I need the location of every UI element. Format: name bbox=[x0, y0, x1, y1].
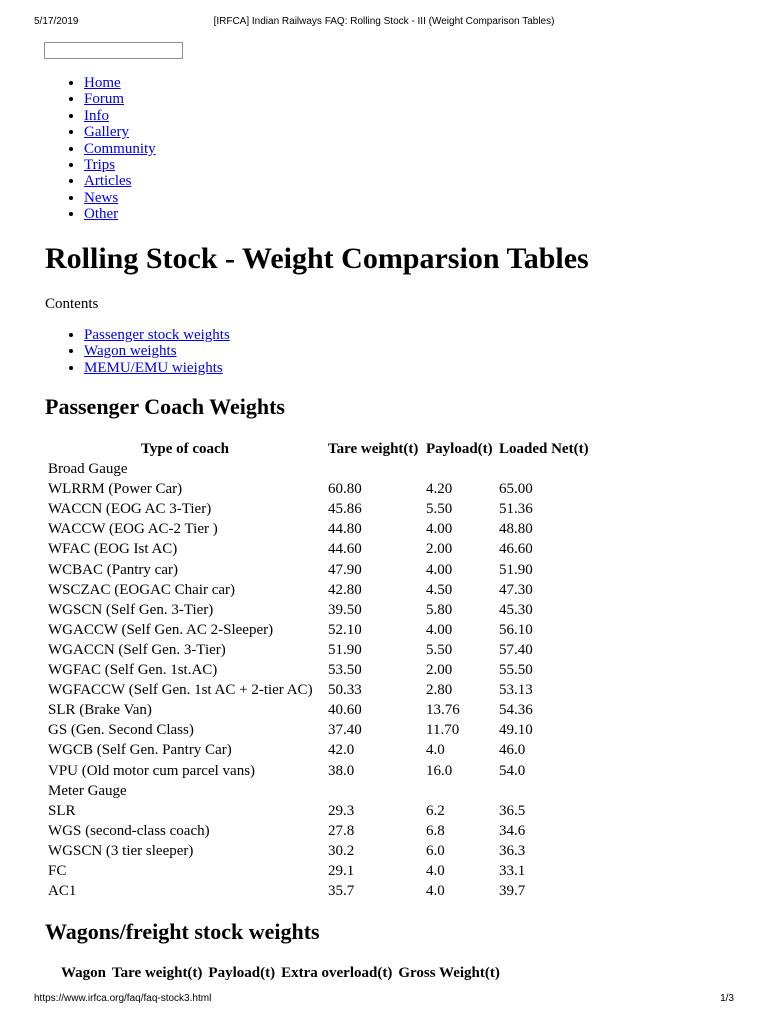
table-cell: 40.60 bbox=[328, 702, 362, 719]
table-cell: WFAC (EOG Ist AC) bbox=[48, 541, 178, 558]
table-cell: FC bbox=[48, 862, 67, 879]
table-cell: 37.40 bbox=[328, 722, 362, 739]
nav-link-trips[interactable]: Trips bbox=[84, 157, 116, 174]
table-cell: WGCB (Self Gen. Pantry Car) bbox=[48, 742, 232, 759]
table-cell: 30.2 bbox=[328, 842, 355, 859]
nav-link-home[interactable]: Home bbox=[84, 75, 121, 91]
print-url: https://www.irfca.org/faq/faq-stock3.html bbox=[34, 993, 212, 1004]
table-cell: 36.5 bbox=[499, 802, 526, 819]
table-cell: 2.80 bbox=[426, 682, 453, 699]
main-nav bbox=[44, 75, 156, 223]
contents-label: Contents bbox=[45, 296, 99, 312]
search-input[interactable] bbox=[44, 42, 183, 59]
table-row bbox=[45, 560, 594, 580]
table-cell: 57.40 bbox=[499, 641, 533, 658]
table-cell: WACCW (EOG AC-2 Tier ) bbox=[48, 521, 218, 538]
wagon-weights-table bbox=[58, 963, 503, 983]
print-page-number: 1/3 bbox=[720, 993, 734, 1004]
table-cell: 11.70 bbox=[426, 722, 460, 739]
table-row bbox=[45, 580, 594, 600]
nav-item bbox=[84, 75, 156, 91]
table-cell: 55.50 bbox=[499, 662, 533, 679]
column-header: Tare weight(t) bbox=[112, 965, 203, 981]
table-cell: 47.30 bbox=[499, 581, 533, 598]
table-cell: 53.13 bbox=[499, 682, 533, 699]
table-row bbox=[45, 620, 594, 640]
table-cell: 34.6 bbox=[499, 822, 526, 839]
table-cell: 2.00 bbox=[426, 662, 453, 679]
table-cell: 39.7 bbox=[499, 883, 526, 900]
table-cell: 4.0 bbox=[426, 742, 445, 759]
table-cell bbox=[496, 781, 594, 801]
table-row bbox=[45, 459, 594, 479]
nav-item bbox=[84, 206, 156, 222]
toc-link-passenger-stock-weights[interactable]: Passenger stock weights bbox=[84, 327, 230, 343]
table-cell: 49.10 bbox=[499, 722, 533, 739]
table-cell: 54.0 bbox=[499, 762, 526, 779]
column-header: Tare weight(t) bbox=[328, 441, 419, 457]
nav-item bbox=[84, 173, 156, 189]
table-cell: 35.7 bbox=[328, 883, 355, 900]
column-header: Payload(t) bbox=[426, 441, 493, 457]
table-cell: 4.00 bbox=[426, 561, 453, 578]
table-cell: 51.90 bbox=[499, 561, 533, 578]
table-cell: 2.00 bbox=[426, 541, 453, 558]
table-cell: 6.0 bbox=[426, 842, 445, 859]
table-cell: WGACCW (Self Gen. AC 2-Sleeper) bbox=[48, 621, 274, 638]
table-cell: 45.86 bbox=[328, 501, 362, 518]
toc-item bbox=[84, 360, 230, 376]
table-row bbox=[45, 781, 594, 801]
table-cell bbox=[325, 459, 423, 479]
column-header: Loaded Net(t) bbox=[499, 441, 589, 457]
table-cell: WACCN (EOG AC 3-Tier) bbox=[48, 501, 212, 518]
table-cell: 52.10 bbox=[328, 621, 362, 638]
table-cell: WLRRM (Power Car) bbox=[48, 481, 183, 498]
nav-item bbox=[84, 157, 156, 173]
table-cell: 54.36 bbox=[499, 702, 533, 719]
nav-link-community[interactable]: Community bbox=[84, 140, 156, 157]
table-cell bbox=[423, 459, 496, 479]
table-cell: Meter Gauge bbox=[48, 782, 127, 799]
nav-link-other[interactable]: Other bbox=[84, 206, 119, 223]
toc-item bbox=[84, 327, 230, 343]
table-row bbox=[45, 861, 594, 881]
table-cell: WGACCN (Self Gen. 3-Tier) bbox=[48, 641, 226, 658]
table-cell: WGFACCW (Self Gen. 1st AC + 2-tier AC) bbox=[48, 682, 313, 699]
table-cell bbox=[325, 781, 423, 801]
nav-item bbox=[84, 91, 156, 107]
table-cell: 42.80 bbox=[328, 581, 362, 598]
table-cell: 45.30 bbox=[499, 601, 533, 618]
table-cell: 4.0 bbox=[426, 883, 445, 900]
table-row bbox=[45, 761, 594, 781]
table-cell: 6.2 bbox=[426, 802, 445, 819]
table-cell: 27.8 bbox=[328, 822, 355, 839]
table-cell: 47.90 bbox=[328, 561, 362, 578]
column-header: Extra overload(t) bbox=[281, 965, 393, 981]
table-cell: 46.0 bbox=[499, 742, 526, 759]
print-footer bbox=[0, 993, 768, 1009]
table-cell: 29.1 bbox=[328, 862, 355, 879]
table-row bbox=[45, 740, 594, 760]
table-cell: 29.3 bbox=[328, 802, 355, 819]
nav-link-news[interactable]: News bbox=[84, 189, 119, 206]
table-row bbox=[45, 479, 594, 499]
table-cell: 4.20 bbox=[426, 481, 453, 498]
print-doc-title: [IRFCA] Indian Railways FAQ: Rolling Stock - III (Weight Comparison Tables) bbox=[213, 16, 555, 27]
table-cell: WCBAC (Pantry car) bbox=[48, 561, 178, 578]
nav-item bbox=[84, 190, 156, 206]
table-cell: WGSCN (Self Gen. 3-Tier) bbox=[48, 601, 214, 618]
nav-link-forum[interactable]: Forum bbox=[84, 91, 125, 108]
wagons-section-title: Wagons/freight stock weights bbox=[45, 919, 320, 944]
toc-item bbox=[84, 343, 230, 359]
page-title: Rolling Stock - Weight Comparsion Tables bbox=[45, 242, 589, 275]
table-cell: VPU (Old motor cum parcel vans) bbox=[48, 762, 256, 779]
table-row bbox=[45, 640, 594, 660]
table-row bbox=[45, 660, 594, 680]
table-row bbox=[45, 821, 594, 841]
table-cell: GS (Gen. Second Class) bbox=[48, 722, 194, 739]
passenger-section-title: Passenger Coach Weights bbox=[45, 394, 285, 419]
table-row bbox=[45, 680, 594, 700]
column-header: Payload(t) bbox=[208, 965, 276, 981]
table-cell: SLR bbox=[48, 802, 76, 819]
table-cell: 33.1 bbox=[499, 862, 526, 879]
table-cell: 65.00 bbox=[499, 481, 533, 498]
table-cell: 6.8 bbox=[426, 822, 445, 839]
column-header: Type of coach bbox=[140, 441, 230, 457]
nav-item bbox=[84, 141, 156, 157]
table-cell: 48.80 bbox=[499, 521, 533, 538]
table-cell: 60.80 bbox=[328, 481, 362, 498]
table-cell: 5.50 bbox=[426, 641, 453, 658]
nav-item bbox=[84, 124, 156, 140]
nav-link-articles[interactable]: Articles bbox=[84, 173, 132, 190]
nav-item bbox=[84, 108, 156, 124]
column-header: Gross Weight(t) bbox=[398, 965, 500, 981]
table-cell: 5.50 bbox=[426, 501, 453, 518]
table-row bbox=[45, 700, 594, 720]
table-cell: WSCZAC (EOGAC Chair car) bbox=[48, 581, 236, 598]
table-cell: 56.10 bbox=[499, 621, 533, 638]
table-header-row bbox=[45, 439, 594, 459]
table-cell: 50.33 bbox=[328, 682, 362, 699]
table-of-contents bbox=[44, 327, 230, 376]
table-cell: 51.90 bbox=[328, 641, 362, 658]
table-row bbox=[45, 881, 594, 901]
table-cell: 4.0 bbox=[426, 862, 445, 879]
table-cell: WGFAC (Self Gen. 1st.AC) bbox=[48, 662, 218, 679]
table-cell: 36.3 bbox=[499, 842, 526, 859]
table-cell: 42.0 bbox=[328, 742, 355, 759]
table-row bbox=[45, 499, 594, 519]
toc-link-memu-emu-wieights[interactable]: MEMU/EMU wieights bbox=[84, 359, 223, 376]
table-cell: 51.36 bbox=[499, 501, 533, 518]
table-cell: 44.80 bbox=[328, 521, 362, 538]
table-row bbox=[45, 600, 594, 620]
table-cell: WGS (second-class coach) bbox=[48, 822, 210, 839]
toc-link-wagon-weights[interactable]: Wagon weights bbox=[84, 343, 177, 360]
table-row bbox=[45, 539, 594, 559]
table-cell: 39.50 bbox=[328, 601, 362, 618]
print-header bbox=[0, 16, 768, 32]
table-cell: 4.00 bbox=[426, 621, 453, 638]
table-cell: 4.00 bbox=[426, 521, 453, 538]
table-cell: 38.0 bbox=[328, 762, 355, 779]
table-cell: 44.60 bbox=[328, 541, 362, 558]
table-row bbox=[45, 720, 594, 740]
table-cell: 5.80 bbox=[426, 601, 453, 618]
nav-link-gallery[interactable]: Gallery bbox=[84, 124, 129, 141]
passenger-weights-table bbox=[45, 439, 594, 901]
nav-link-info[interactable]: Info bbox=[84, 107, 109, 124]
table-row bbox=[45, 801, 594, 821]
table-header-row bbox=[58, 963, 503, 983]
table-cell bbox=[423, 781, 496, 801]
table-row bbox=[45, 519, 594, 539]
print-date: 5/17/2019 bbox=[34, 16, 79, 27]
table-cell: 13.76 bbox=[426, 702, 460, 719]
table-cell: 53.50 bbox=[328, 662, 362, 679]
table-row bbox=[45, 841, 594, 861]
table-cell: Broad Gauge bbox=[48, 461, 128, 478]
table-cell: AC1 bbox=[48, 883, 77, 900]
table-cell: 4.50 bbox=[426, 581, 453, 598]
table-cell: SLR (Brake Van) bbox=[48, 702, 152, 719]
table-cell: WGSCN (3 tier sleeper) bbox=[48, 842, 194, 859]
column-header: Wagon bbox=[61, 965, 107, 981]
table-cell bbox=[496, 459, 594, 479]
table-cell: 46.60 bbox=[499, 541, 533, 558]
table-cell: 16.0 bbox=[426, 762, 453, 779]
